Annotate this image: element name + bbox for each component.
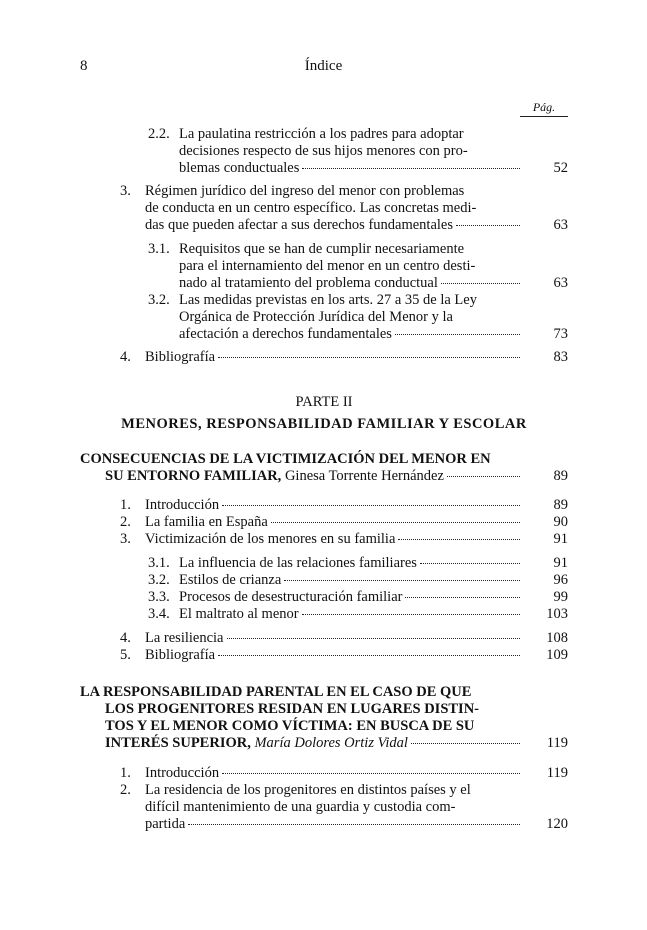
entry-text: Victimización de los menores en su familia: [145, 531, 396, 547]
toc-entry: [120, 765, 523, 782]
entry-number: 1.: [120, 765, 131, 781]
part-title: MENORES, RESPONSABILIDAD FAMILIAR Y ESCOLAR: [121, 416, 527, 432]
toc-entry: [148, 241, 523, 292]
entry-text: La paulatina restricción a los padres para adoptar: [179, 126, 464, 142]
entry-number: 3.1.: [148, 555, 170, 571]
dot-leader: [456, 225, 520, 226]
page-ref: 89: [553, 468, 568, 484]
dot-leader: [395, 334, 520, 335]
entry-number: 2.: [120, 514, 131, 530]
dot-leader: [441, 283, 520, 284]
dot-leader: [222, 505, 520, 506]
toc-entry: [148, 589, 523, 606]
entry-text: Las medidas previstas en los arts. 27 a 35 de la Ley: [179, 292, 477, 308]
entry-text: Bibliografía: [145, 349, 216, 365]
dot-leader: [227, 638, 521, 639]
toc-entry: [120, 514, 523, 531]
page-ref: 108: [546, 630, 568, 646]
dot-leader: [447, 476, 520, 477]
entry-text: das que pueden afectar a sus derechos fundamentales: [145, 217, 453, 233]
page-ref: 63: [553, 275, 568, 291]
dot-leader: [405, 597, 520, 598]
dot-leader: [222, 773, 520, 774]
page-number: 8: [80, 58, 88, 74]
entry-text: La resiliencia: [145, 630, 224, 646]
page-ref: 63: [553, 217, 568, 233]
chapter-author: María Dolores Ortiz Vidal: [254, 735, 408, 751]
chapter-author: Ginesa Torrente Hernández: [284, 468, 444, 484]
toc-entry: [120, 782, 523, 833]
page-ref: 89: [553, 497, 568, 513]
entry-text: La residencia de los progenitores en distintos países y el: [145, 782, 471, 798]
entry-number: 5.: [120, 647, 131, 663]
entry-text: para el internamiento del menor en un centro desti-: [179, 258, 476, 274]
entry-text: Introducción: [145, 497, 220, 513]
entry-number: 3.3.: [148, 589, 170, 605]
entry-text: El maltrato al menor: [179, 606, 299, 622]
entry-text: Requisitos que se han de cumplir necesariamente: [179, 241, 465, 257]
toc-entry: [120, 630, 523, 647]
entry-number: 4.: [120, 349, 131, 365]
chapter-title: [80, 684, 523, 752]
page-ref: 83: [553, 349, 568, 365]
dot-leader: [302, 614, 520, 615]
entry-text: blemas conductuales: [179, 160, 300, 176]
entry-number: 3.: [120, 531, 131, 547]
toc-entry: [120, 531, 523, 548]
entry-text: decisiones respecto de sus hijos menores con pro-: [179, 143, 468, 159]
page-ref: 99: [553, 589, 568, 605]
entry-number: 2.2.: [148, 126, 170, 142]
entry-text: Introducción: [145, 765, 220, 781]
entry-number: 3.4.: [148, 606, 170, 622]
entry-number: 2.: [120, 782, 131, 798]
page-ref: 90: [553, 514, 568, 530]
entry-number: 1.: [120, 497, 131, 513]
dot-leader: [271, 522, 520, 523]
entry-text: Procesos de desestructuración familiar: [179, 589, 403, 605]
dot-leader: [218, 357, 520, 358]
chapter-title: [80, 451, 523, 485]
entry-text: La influencia de las relaciones familiares: [179, 555, 417, 571]
chapter-title-line: TOS Y EL MENOR COMO VÍCTIMA: EN BUSCA DE SU: [105, 718, 475, 734]
page-ref: 73: [553, 326, 568, 342]
toc-entry: [120, 349, 523, 366]
dot-leader: [188, 824, 520, 825]
page-ref: 119: [546, 735, 568, 751]
toc-entry: [148, 606, 523, 623]
dot-leader: [284, 580, 520, 581]
entry-text: Estilos de crianza: [179, 572, 282, 588]
entry-text: Régimen jurídico del ingreso del menor con problemas: [145, 183, 465, 199]
toc-entry: [120, 647, 523, 664]
dot-leader: [218, 655, 520, 656]
toc-entry: [120, 497, 523, 514]
toc-entry: [148, 572, 523, 589]
part-label: PARTE II: [295, 394, 353, 410]
toc-entry: [148, 126, 523, 177]
dot-leader: [302, 168, 520, 169]
toc-entry: [120, 183, 523, 234]
page-ref: 52: [553, 160, 568, 176]
entry-text: La familia en España: [145, 514, 268, 530]
pag-column-label: Pág.: [520, 100, 568, 117]
page-ref: 109: [546, 647, 568, 663]
entry-text: Bibliografía: [145, 647, 216, 663]
entry-text: Orgánica de Protección Jurídica del Menor y la: [179, 309, 453, 325]
entry-number: 4.: [120, 630, 131, 646]
entry-number: 3.2.: [148, 292, 170, 308]
entry-number: 3.2.: [148, 572, 170, 588]
entry-number: 3.1.: [148, 241, 170, 257]
running-title: Índice: [304, 58, 343, 74]
chapter-title-line: INTERÉS SUPERIOR,: [105, 735, 251, 751]
entry-text: difícil mantenimiento de una guardia y custodia com-: [145, 799, 456, 815]
page-ref: 119: [546, 765, 568, 781]
page-ref: 96: [553, 572, 568, 588]
entry-text: afectación a derechos fundamentales: [179, 326, 392, 342]
chapter-title-line: LA RESPONSABILIDAD PARENTAL EN EL CASO DE QUE: [80, 684, 472, 700]
chapter-title-line: LOS PROGENITORES RESIDAN EN LUGARES DISTIN-: [105, 701, 480, 717]
page-ref: 103: [546, 606, 568, 622]
dot-leader: [411, 743, 520, 744]
page-ref: 91: [553, 531, 568, 547]
dot-leader: [420, 563, 520, 564]
entry-text: partida: [145, 816, 186, 832]
entry-number: 3.: [120, 183, 131, 199]
chapter-title-line: SU ENTORNO FAMILIAR,: [105, 468, 282, 484]
dot-leader: [398, 539, 520, 540]
page-ref: 91: [553, 555, 568, 571]
toc-entry: [148, 292, 523, 343]
page-ref: 120: [546, 816, 568, 832]
entry-text: nado al tratamiento del problema conductual: [179, 275, 438, 291]
chapter-title-line: CONSECUENCIAS DE LA VICTIMIZACIÓN DEL MENOR EN: [80, 451, 491, 467]
toc-entry: [148, 555, 523, 572]
entry-text: de conducta en un centro específico. Las concretas medi-: [145, 200, 477, 216]
